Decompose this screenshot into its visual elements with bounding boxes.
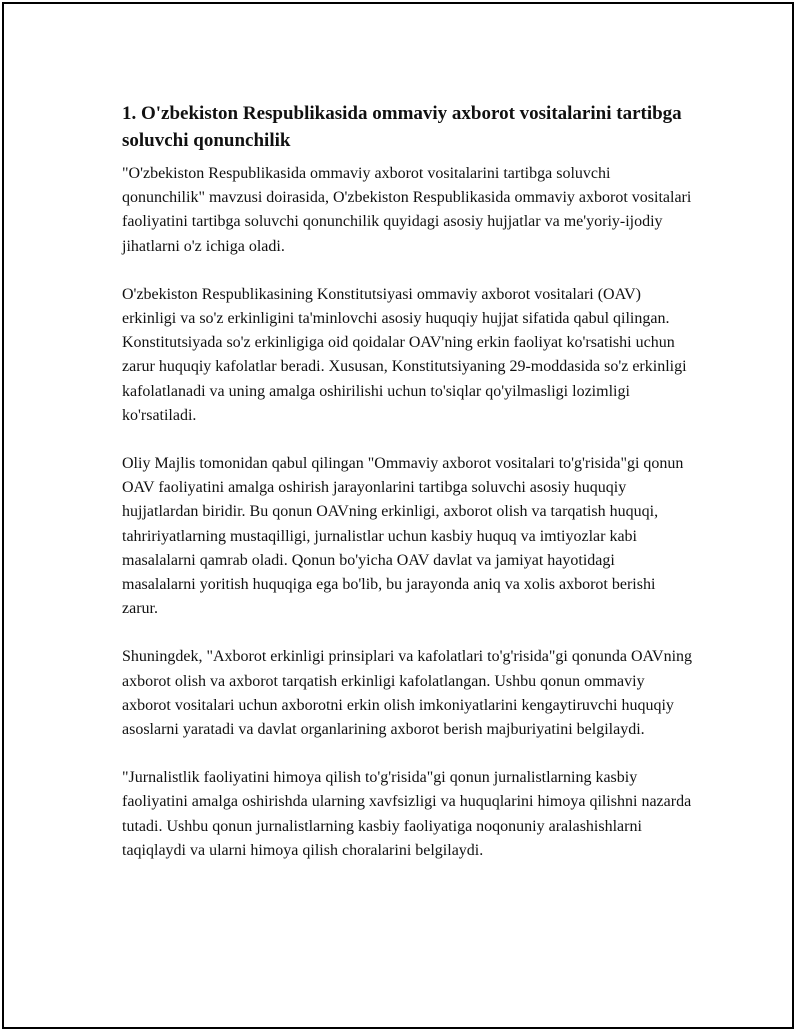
section-title: 1. O'zbekiston Respublikasida ommaviy axborot vositalarini tartibga soluvchi qonunchilik bbox=[122, 103, 682, 151]
document-body bbox=[122, 100, 692, 887]
page-frame bbox=[2, 2, 794, 1029]
paragraph-intro: "O'zbekiston Respublikasida ommaviy axborot vositalarini tartibga soluvchi qonunchilik" mavzusi doirasida, O'zbekiston Respublikasida ommaviy axborot vositalari faoliyatini tartibga soluvchi qonunchilik quyidagi asosiy hujjatlar va me'yoriy-ijodiy jihatlarni o'z ichiga oladi. bbox=[122, 165, 692, 255]
paragraph-freedom-of-information-law: Shuningdek, "Axborot erkinligi prinsiplari va kafolatlari to'g'risida"gi qonunda OAVning axborot olish va axborot tarqatish erkinligi kafolatlangan. Ushbu qonun ommaviy axborot vositalari uchun axborotni erkin olish imkoniyatlarini kengaytiruvchi huquqiy asoslarni yaratadi va davlat organlarining axborot berish majburiyatini belgilaydi. bbox=[122, 648, 693, 739]
paragraph-mass-media-law: Oliy Majlis tomonidan qabul qilingan "Ommaviy axborot vositalari to'g'risida"gi qonun OAV faoliyatini amalga oshirish jarayonlarini tartibga soluvchi asosiy huquqiy hujjatlardan biridir. Bu qonun OAVning erkinligi, axborot olish va tarqatish huquqi, tahririyatlarning mustaqilligi, jurnalistlar uchun kasbiy huquq va imtiyozlar kabi masalalarni qamrab oladi. Qonun bo'yicha OAV davlat va jamiyat hayotidagi masalalarni yoritish huquqiga ega bo'lib, bu jarayonda aniq va xolis axborot berishi zarur. bbox=[122, 455, 684, 618]
paragraph-constitution: O'zbekiston Respublikasining Konstitutsiyasi ommaviy axborot vositalari (OAV) erkinligi va so'z erkinligini ta'minlovchi asosiy huquqiy hujjat sifatida qabul qilingan. Konstitutsiyada so'z erkinligiga oid qoidalar OAV'ning erkin faoliyat ko'rsatishi uchun zarur huquqiy kafolatlar beradi. Xususan, Konstitutsiyaning 29-moddasida so'z erkinligi kafolatlanadi va uning amalga oshirilishi uchun to'siqlar qo'yilmasligi lozimligi ko'rsatiladi. bbox=[122, 285, 687, 424]
paragraph-journalist-protection-law: "Jurnalistlik faoliyatini himoya qilish to'g'risida"gi qonun jurnalistlarning kasbiy faoliyatini amalga oshirishda ularning xavfsizligi va huquqlarini himoya qilishni nazarda tutadi. Ushbu qonun jurnalistlarning kasbiy faoliyatiga noqonuniy aralashishlarni taqiqlaydi va ularni himoya qilish choralarini belgilaydi. bbox=[122, 769, 692, 859]
